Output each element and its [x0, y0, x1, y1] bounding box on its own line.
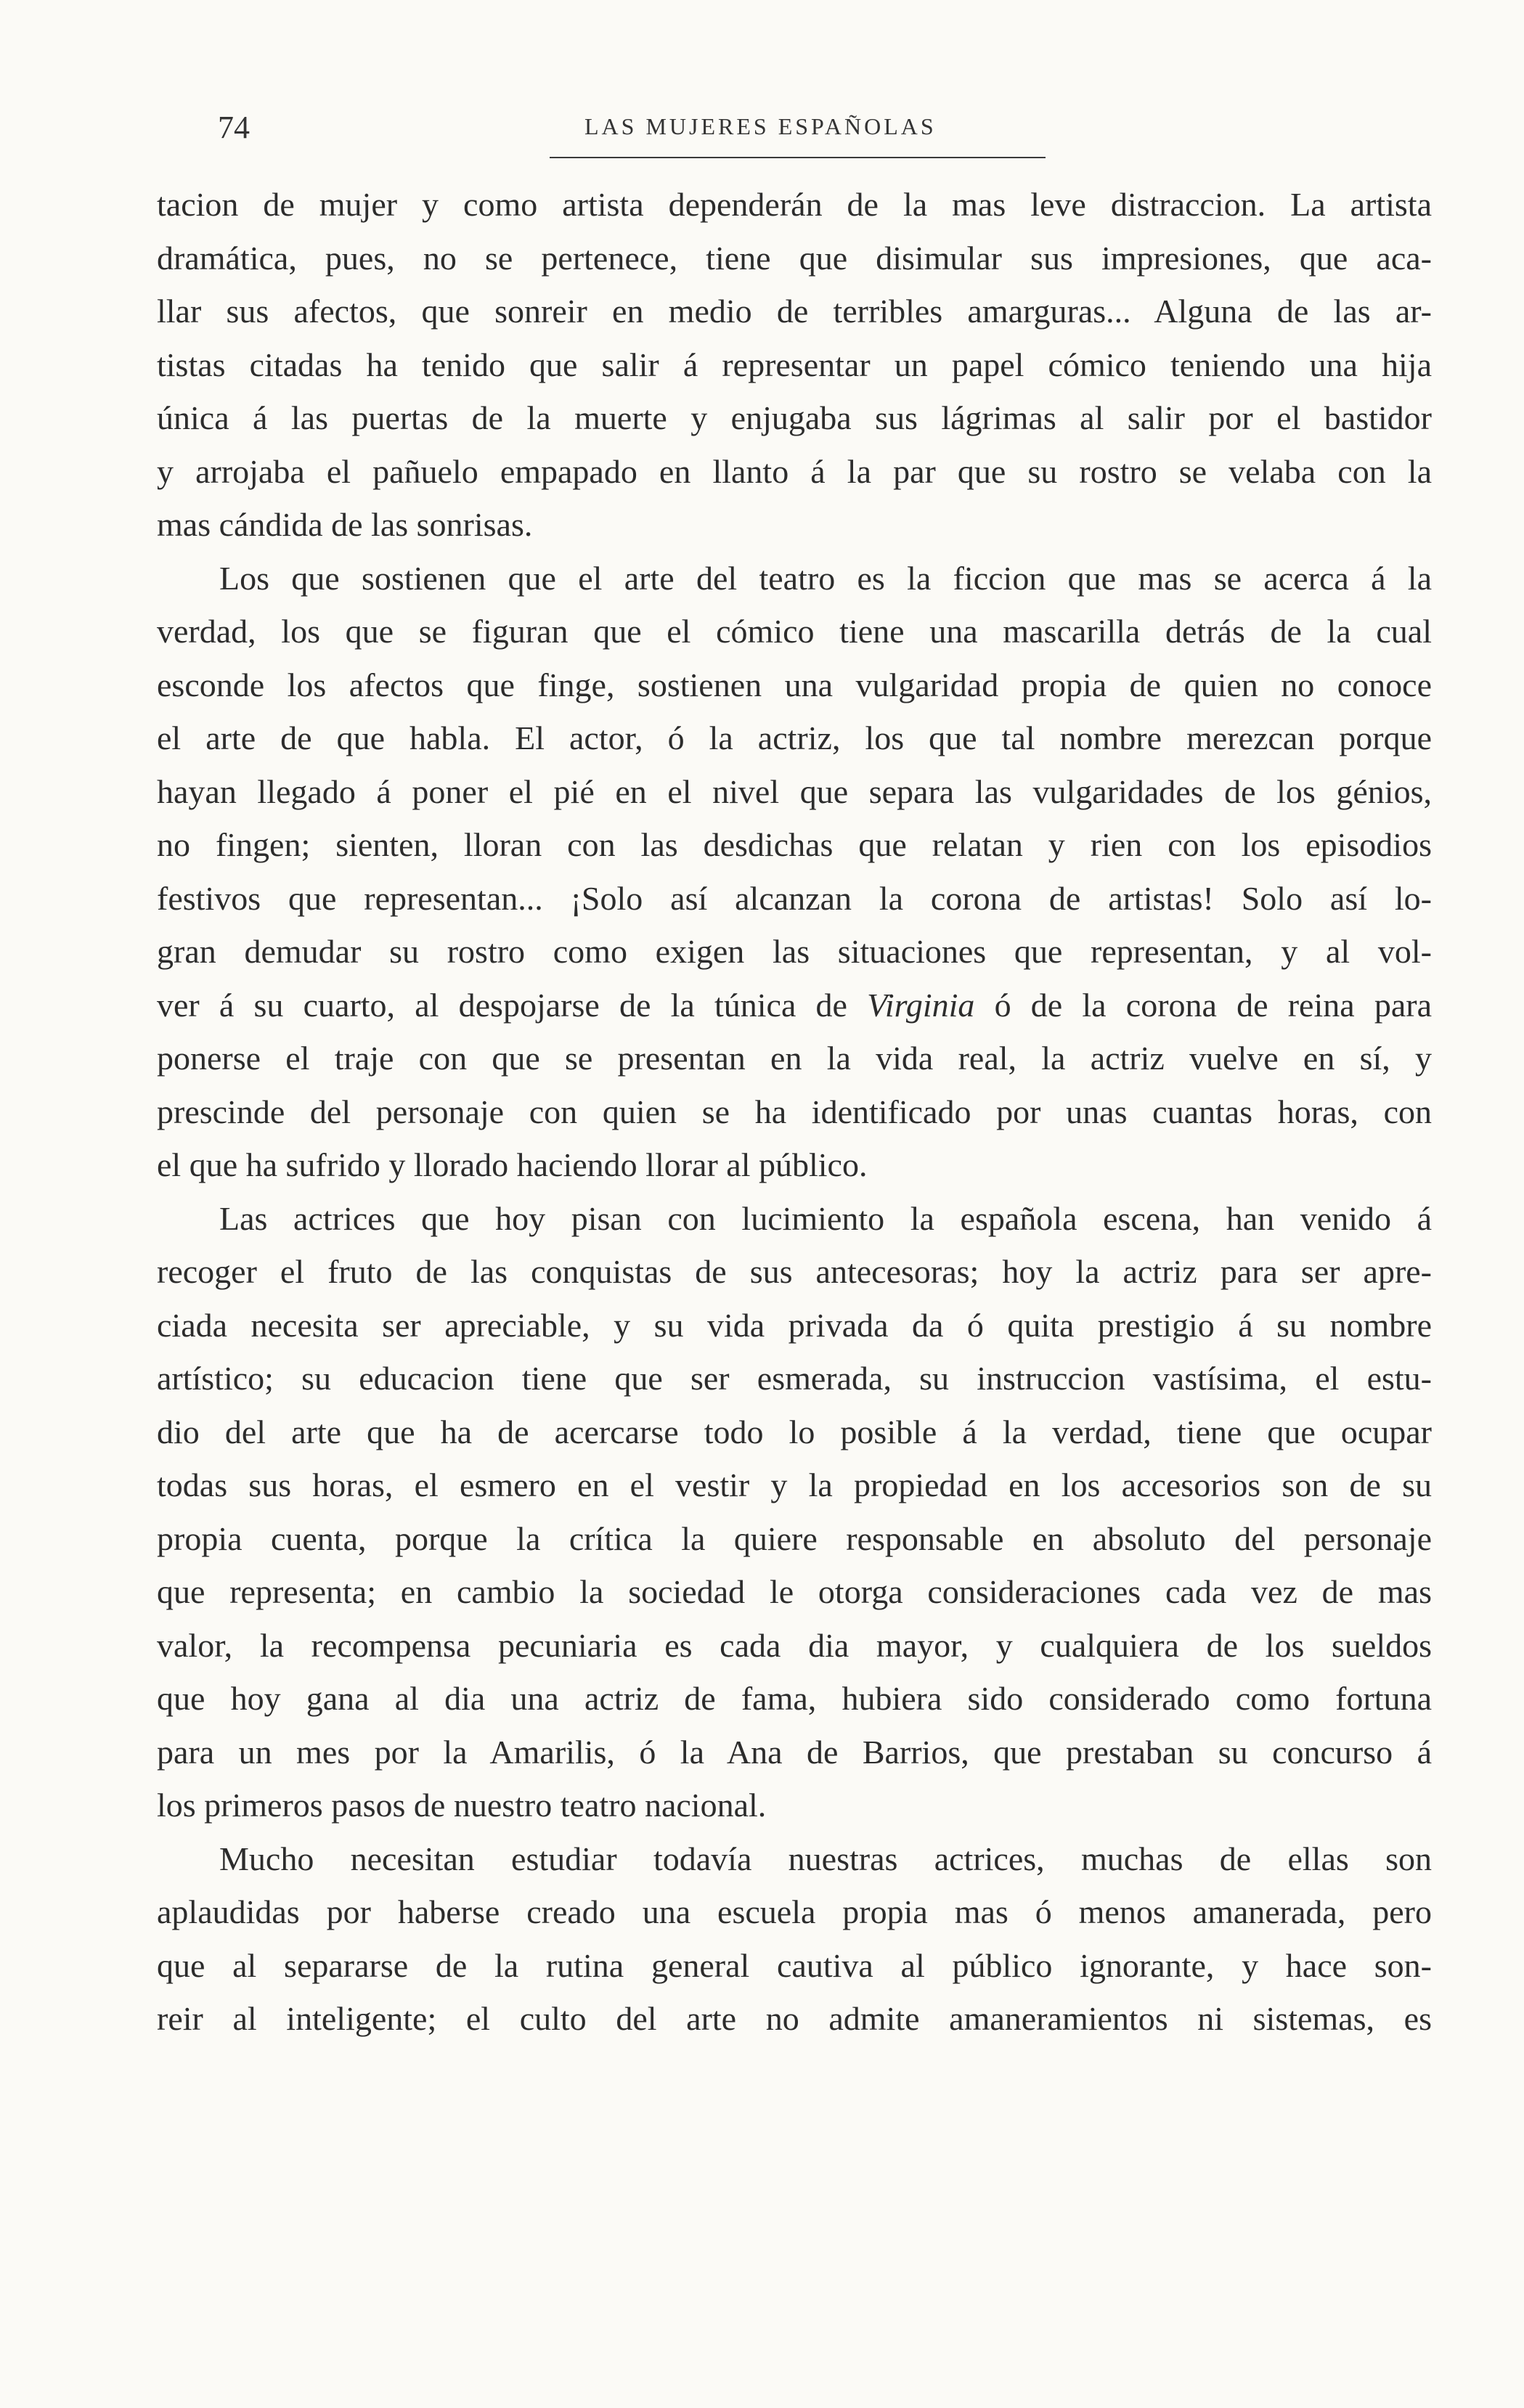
text-line: mas cándida de las sonrisas.: [157, 506, 533, 543]
text-line: hayan llegado á poner el pié en el nivel que separa las vulgaridades de los génios,: [157, 772, 1432, 810]
text-line: ciada necesita ser apreciable, y su vida privada da ó quita prestigio á su nombre: [157, 1306, 1432, 1344]
text-line: gran demudar su rostro como exigen las situaciones que representan, y al vol-: [157, 933, 1432, 970]
text-line: y arrojaba el pañuelo empapado en llanto á la par que su rostro se velaba con la: [157, 452, 1432, 490]
text-line: dramática, pues, no se pertenece, tiene que disimular sus impresiones, que aca-: [157, 239, 1432, 277]
text-line: reir al inteligente; el culto del arte no admite amaneramientos ni sistemas, es: [157, 2000, 1432, 2037]
text-line: dio del arte que ha de acercarse todo lo posible á la verdad, tiene que ocupar: [157, 1413, 1432, 1450]
text-line: no fingen; sienten, lloran con las desdichas que relatan y rien con los episodios: [157, 826, 1432, 863]
text-line: todas sus horas, el esmero en el vestir y la propiedad en los accesorios son de su: [157, 1466, 1432, 1503]
paragraph-3: [157, 1192, 1432, 1832]
text-line: para un mes por la Amarilis, ó la Ana de Barrios, que prestaban su concurso á: [157, 1733, 1432, 1771]
text-segment: ver á su cuarto, al despojarse de la túnica de: [157, 986, 847, 1024]
text-line: que hoy gana al dia una actriz de fama, hubiera sido considerado como fortuna: [157, 1680, 1432, 1717]
running-head: [218, 102, 1452, 145]
text-line: que al separarse de la rutina general cautiva al público ignorante, y hace son-: [157, 1946, 1432, 1984]
text-line: prescinde del personaje con quien se ha identificado por unas cuantas horas, con: [157, 1093, 1432, 1130]
text-line: aplaudidas por haberse creado una escuela propia mas ó menos amanerada, pero: [157, 1893, 1432, 1930]
text-line: el que ha sufrido y llorado haciendo llorar al público.: [157, 1146, 868, 1183]
text-line: única á las puertas de la muerte y enjugaba sus lágrimas al salir por el bastidor: [157, 399, 1432, 436]
text-line: festivos que representan... ¡Solo así alcanzan la corona de artistas! Solo así lo-: [157, 879, 1432, 917]
text-line: Los que sostienen que el arte del teatro es la ficcion que mas se acerca á la: [219, 559, 1432, 597]
text-line: recoger el fruto de las conquistas de sus antecesoras; hoy la actriz para ser apre-: [157, 1253, 1432, 1290]
paragraph-4: [157, 1832, 1432, 2046]
text-line: valor, la recompensa pecuniaria es cada dia mayor, y cualquiera de los sueldos: [157, 1626, 1432, 1664]
text-line: los primeros pasos de nuestro teatro nacional.: [157, 1787, 767, 1824]
text-line: tistas citadas ha tenido que salir á representar un papel cómico teniendo una hija: [157, 346, 1432, 383]
text-line: que representa; en cambio la sociedad le otorga consideraciones cada vez de mas: [157, 1573, 1432, 1610]
body-text: [157, 178, 1432, 2046]
paragraph-1: [157, 178, 1432, 552]
text-line: Las actrices que hoy pisan con lucimiento la española escena, han venido á: [219, 1199, 1432, 1237]
text-line: llar sus afectos, que sonreir en medio de terribles amarguras... Alguna de las ar-: [157, 293, 1432, 330]
running-title: LAS MUJERES ESPAÑOLAS: [584, 113, 937, 139]
text-segment: ó de la corona de reina para: [994, 986, 1433, 1024]
text-line: propia cuenta, porque la crítica la quiere responsable en absoluto del personaje: [157, 1519, 1432, 1557]
text-line-with-italic: [157, 979, 1432, 1032]
text-line: verdad, los que se figuran que el cómico tiene una mascarilla detrás de la cual: [157, 613, 1432, 650]
text-line: Mucho necesitan estudiar todavía nuestras actrices, muchas de ellas son: [219, 1840, 1432, 1877]
header-rule: [550, 157, 1046, 158]
page-number: 74: [218, 110, 250, 145]
text-line: artístico; su educacion tiene que ser esmerada, su instruccion vastísima, el estu-: [157, 1360, 1432, 1397]
paragraph-2: [157, 552, 1432, 1192]
text-line: ponerse el traje con que se presentan en la vida real, la actriz vuelve en sí, y: [157, 1040, 1432, 1077]
text-line: el arte de que habla. El actor, ó la actriz, los que tal nombre merezcan porque: [157, 719, 1432, 756]
text-line: esconde los afectos que finge, sostienen una vulgaridad propia de quien no conoce: [157, 666, 1432, 703]
text-line: tacion de mujer y como artista dependerán de la mas leve distraccion. La artista: [157, 186, 1432, 223]
italic-title: Virginia: [867, 986, 975, 1024]
